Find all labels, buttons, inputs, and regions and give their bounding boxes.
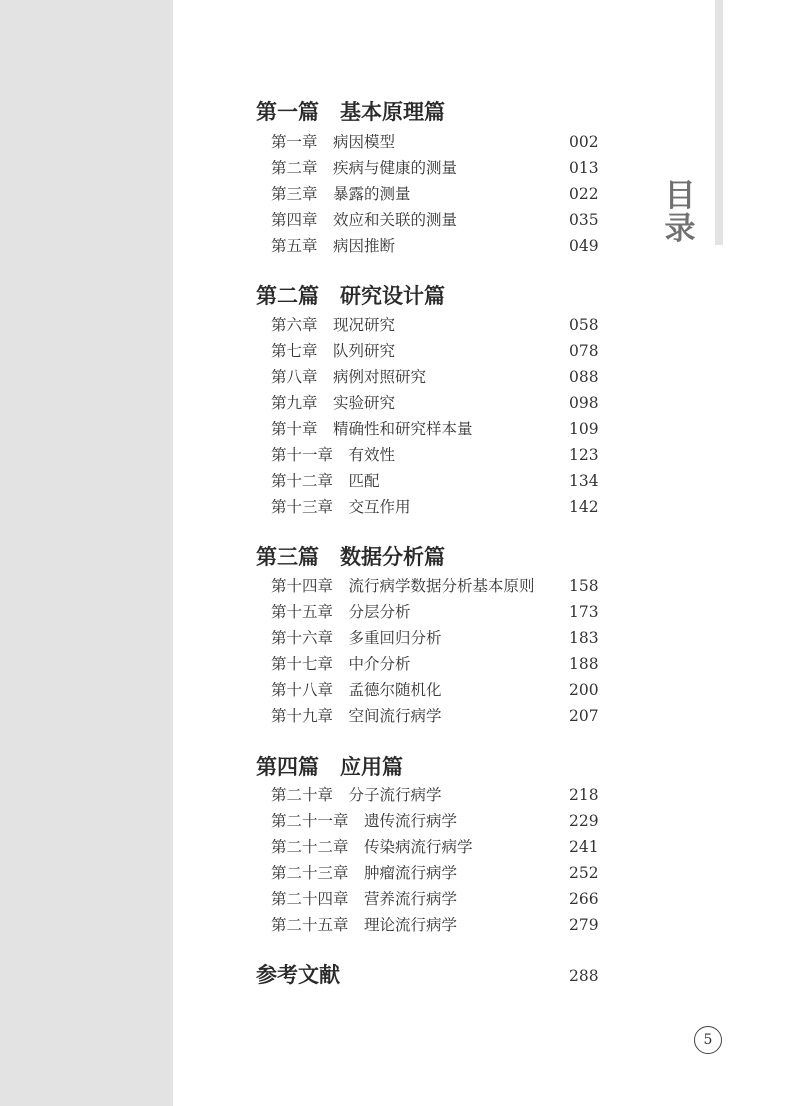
page-number: 002 <box>569 133 599 151</box>
page-number: 200 <box>569 681 599 699</box>
toc-entry[interactable]: 第六章 现况研究 <box>271 316 396 334</box>
page-folio: 5 <box>694 1026 722 1054</box>
page-number: 218 <box>569 786 599 804</box>
page-number: 207 <box>569 707 599 725</box>
references-entry[interactable]: 参考文献 <box>256 962 340 987</box>
toc-entry[interactable]: 第二十四章 营养流行病学 <box>271 890 458 908</box>
page-number: 022 <box>569 185 599 203</box>
page-number: 229 <box>569 812 599 830</box>
side-title-char: 目 <box>664 178 696 214</box>
toc-entry[interactable]: 第十四章 流行病学数据分析基本原则 <box>271 577 535 595</box>
part-title: 第二篇 研究设计篇 <box>256 283 445 308</box>
toc-entry[interactable]: 第十三章 交互作用 <box>271 498 411 516</box>
page-number: 058 <box>569 316 599 334</box>
part-title: 第四篇 应用篇 <box>256 754 403 779</box>
toc-entry[interactable]: 第九章 实验研究 <box>271 394 396 412</box>
page-number: 266 <box>569 890 599 908</box>
left-margin-band <box>0 0 173 1106</box>
toc-entry[interactable]: 第二十五章 理论流行病学 <box>271 916 458 934</box>
part-title: 第三篇 数据分析篇 <box>256 544 445 569</box>
toc-entry[interactable]: 第十五章 分层分析 <box>271 603 411 621</box>
toc-entry[interactable]: 第二十章 分子流行病学 <box>271 786 442 804</box>
toc-entry[interactable]: 第五章 病因推断 <box>271 237 396 255</box>
page-number: 098 <box>569 394 599 412</box>
page-number: 252 <box>569 864 599 882</box>
page-number: 279 <box>569 916 599 934</box>
toc-entry[interactable]: 第一章 病因模型 <box>271 133 396 151</box>
page-number: 183 <box>569 629 599 647</box>
toc-side-title <box>660 180 700 246</box>
toc-entry[interactable]: 第十章 精确性和研究样本量 <box>271 420 473 438</box>
page-number: 049 <box>569 237 599 255</box>
page-number: 142 <box>569 498 599 516</box>
toc-entry[interactable]: 第二十二章 传染病流行病学 <box>271 838 473 856</box>
toc-entry[interactable]: 第四章 效应和关联的测量 <box>271 211 458 229</box>
toc-entry[interactable]: 第二章 疾病与健康的测量 <box>271 159 458 177</box>
toc-entry[interactable]: 第十八章 孟德尔随机化 <box>271 681 442 699</box>
page-number: 134 <box>569 472 599 490</box>
page-number: 088 <box>569 368 599 386</box>
references-page-number: 288 <box>569 967 599 985</box>
page-number: 173 <box>569 603 599 621</box>
page-number: 123 <box>569 446 599 464</box>
toc-entry[interactable]: 第七章 队列研究 <box>271 342 396 360</box>
part-title: 第一篇 基本原理篇 <box>256 99 445 124</box>
page-number: 013 <box>569 159 599 177</box>
toc-entry[interactable]: 第十一章 有效性 <box>271 446 396 464</box>
toc-entry[interactable]: 第十九章 空间流行病学 <box>271 707 442 725</box>
page-number: 109 <box>569 420 599 438</box>
toc-entry[interactable]: 第十七章 中介分析 <box>271 655 411 673</box>
toc-entry[interactable]: 第十六章 多重回归分析 <box>271 629 442 647</box>
page-number: 241 <box>569 838 599 856</box>
toc-entry[interactable]: 第三章 暴露的测量 <box>271 185 411 203</box>
page-number: 188 <box>569 655 599 673</box>
toc-entry[interactable]: 第二十三章 肿瘤流行病学 <box>271 864 458 882</box>
toc-entry[interactable]: 第二十一章 遗传流行病学 <box>271 812 458 830</box>
page-number: 035 <box>569 211 599 229</box>
side-title-char: 录 <box>664 211 696 247</box>
page-number: 158 <box>569 577 599 595</box>
right-edge-bar <box>715 0 723 245</box>
page-number: 078 <box>569 342 599 360</box>
toc-entry[interactable]: 第十二章 匹配 <box>271 472 380 490</box>
toc-entry[interactable]: 第八章 病例对照研究 <box>271 368 427 386</box>
